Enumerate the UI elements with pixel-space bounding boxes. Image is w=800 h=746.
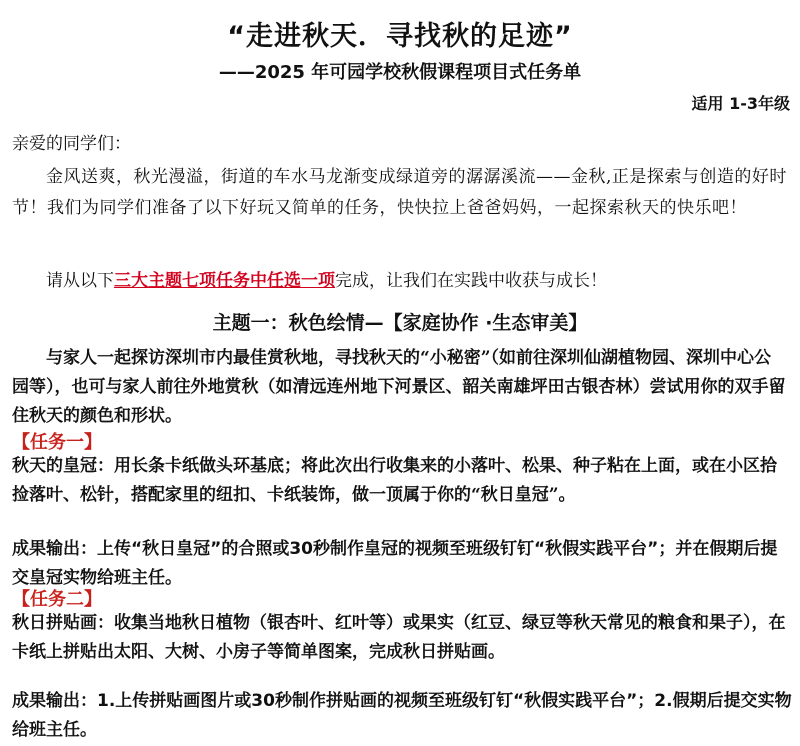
task-two-body: 秋日拼贴画：收集当地秋日植物（银杏叶、红叶等）或果实（红豆、绿豆等秋天常见的粮食和果子），在卡纸上拼贴出太阳、大树、小房子等简单图案，完成秋日拼贴画。: [12, 613, 786, 662]
intro-paragraph: 金风送爽，秋光漫溢，街道的车水马龙渐变成绿道旁的潺潺溪流——金秋,正是探索与创造的好时节！我们为同学们准备了以下好玩又简单的任务，快快拉上爸爸妈妈，一起探索秋天的快乐吧！: [12, 167, 787, 218]
task-one-output: 成果输出：上传“秋日皇冠”的合照或30秒制作皇冠的视频至班级钉钉“秋假实践平台”；并在假期后提交皇冠实物给班主任。: [12, 539, 778, 588]
greeting: 亲爱的同学们：: [12, 134, 131, 154]
grade-level: 适用 1-3年级: [691, 94, 790, 113]
task-one-body: 秋天的皇冠：用长条卡纸做头环基底；将此次出行收集来的小落叶、松果、种子粘在上面，或在小区拾捡落叶、松针，搭配家里的纽扣、卡纸装饰，做一顶属于你的“秋日皇冠”。: [12, 456, 777, 505]
instruction-highlight: 三大主题七项任务中任选一项: [114, 271, 335, 291]
theme-one-title: 主题一：秋色绘情—【家庭协作 ·生态审美】: [212, 312, 588, 334]
task-two-label: 【任务二】: [12, 589, 102, 610]
instruction-post: 完成，让我们在实践中收获与成长！: [335, 271, 607, 291]
page-title: “走进秋天．寻找秋的足迹”: [227, 21, 573, 52]
task-two-output: 成果输出：1.上传拼贴画图片或30秒制作拼贴画的视频至班级钉钉“秋假实践平台”；2.假期后提交实物给班主任。: [12, 691, 792, 740]
task-one-label: 【任务一】: [12, 432, 102, 453]
instruction-pre: 请从以下: [46, 271, 114, 291]
page-subtitle: ——2025 年可园学校秋假课程项目式任务单: [218, 62, 582, 83]
instruction: [12, 266, 788, 297]
theme-one-description: 与家人一起探访深圳市内最佳赏秋地，寻找秋天的“小秘密”（如前往深圳仙湖植物园、深圳中心公园等），也可与家人前往外地赏秋（如清远连州地下河景区、韶关南雄坪田古银杏林）尝试用你的双手留住秋天的颜色和形状。: [12, 348, 786, 426]
